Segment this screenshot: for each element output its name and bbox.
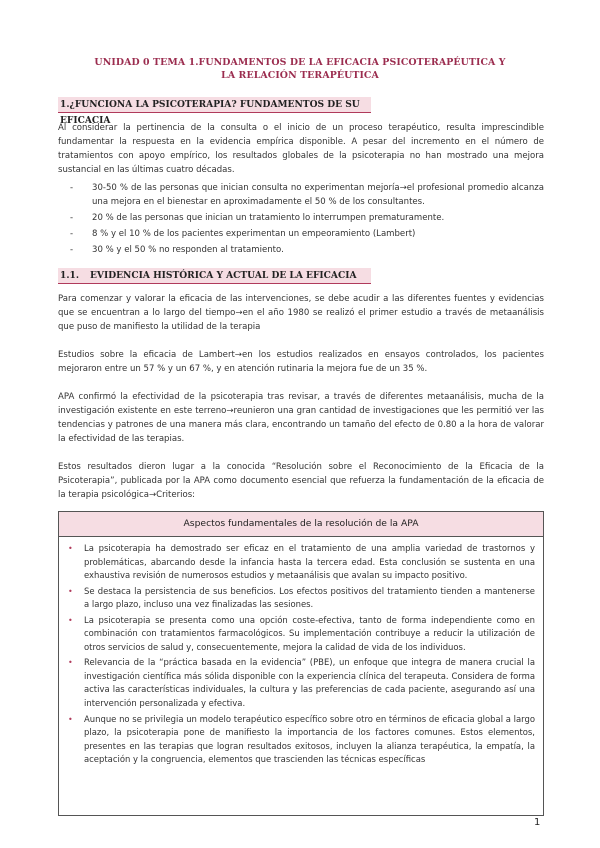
dash-bullet-icon: - <box>70 245 74 255</box>
bullet-dot-icon: • <box>68 615 73 625</box>
section-1-bullet-list <box>70 181 544 259</box>
section-1-1-paragraph-4: Estos resultados dieron lugar a la conocida “Resolución sobre el Reconocimiento de la Eficacia de la Psicoterapia”, publicada por la APA como documento esencial que refuerza la fundamentación de la eficacia de la terapia psicológica→Criterios: <box>58 462 544 500</box>
section-1-1-paragraph-2: Estudios sobre la eficacia de Lambert→en los estudios realizados en ensayos controlados, los pacientes mejoraron entre un 57 % y un 67 %, y en atención rutinaria la mejora fue de un 35 %. <box>58 350 544 374</box>
dash-bullet-icon: - <box>70 229 74 239</box>
section-1-heading <box>58 97 371 126</box>
apa-items-list <box>59 537 543 767</box>
list-item: • La psicoterapia se presenta como una opción coste-efectiva, tanto de forma independiente como en combinación con tratamientos farmacológicos. Su implementación contribuye a reducir la utilización de otros servicios de salud y, consecuentemente, mejora la calidad de vida de los individuos. <box>68 614 535 652</box>
section-1-1-heading <box>58 268 371 284</box>
list-item: • Aunque no se privilegia un modelo terapéutico específico sobre otro en términos de eficacia global a largo plazo, la psicoterapia pone de manifiesto la importancia de los factores comunes. Estos elementos, presentes en las terapias que logran resultados exitosos, incluyen la alianza terapéutica, la empatía, la aceptación y la congruencia, elementos que trascienden las técnicas específicas <box>68 713 535 765</box>
apa-table-header: Aspectos fundamentales de la resolución de la APA <box>59 512 543 537</box>
list-item: • La psicoterapia ha demostrado ser eficaz en el tratamiento de una amplia variedad de trastornos y problemáticas, abarcando desde la infancia hasta la tercera edad. Esta conclusión se sustenta en una exhaustiva revisión de numerosos estudios y metaanálisis que avalan su impacto positivo. <box>68 543 535 581</box>
dash-bullet-icon: - <box>70 183 74 193</box>
bullet-dot-icon: • <box>68 658 73 668</box>
section-1-heading-text: 1.¿FUNCIONA LA PSICOTERAPIA? FUNDAMENTOS DE SU EFICACIA <box>60 99 360 126</box>
list-item: - 30 % y el 50 % no responden al tratamiento. <box>70 245 284 255</box>
document-title: UNIDAD 0 TEMA 1.FUNDAMENTOS DE LA EFICACIA PSICOTERAPÉUTICA Y LA RELACIÓN TERAPÉUTICA <box>94 57 506 81</box>
section-1-1-paragraph-1: Para comenzar y valorar la eficacia de las intervenciones, se debe acudir a las diferentes fuentes y evidencias que se encuentran a lo largo del tiempo→en el año 1980 se realizó el primer estudio a través de metaanálisis que puso de manifiesto la utilidad de la terapia <box>58 294 544 332</box>
bullet-dot-icon: • <box>68 544 73 553</box>
list-item: - 8 % y el 10 % de los pacientes experimentan un empeoramiento (Lambert) <box>70 229 416 239</box>
section-1-1-paragraph-3: APA confirmó la efectividad de la psicoterapia tras revisar, a través de diferentes metaanálisis, mucha de la investigación existente en este terreno→reunieron una gran cantidad de investigaciones que les permitió ver las tendencias y patrones de una manera más clara, encontrando un tamaño del efecto de 0.80 a la hora de valorar la efectividad de las terapias. <box>58 392 544 444</box>
list-item: • Se destaca la persistencia de sus beneficios. Los efectos positivos del tratamiento tienden a mantenerse a largo plazo, incluso una vez finalizadas las sesiones. <box>68 585 535 610</box>
section-1-1-number: 1.1. <box>60 270 79 281</box>
bullet-dot-icon: • <box>68 714 73 724</box>
bullet-dot-icon: • <box>68 586 73 596</box>
list-item: - 20 % de las personas que inician un tratamiento lo interrumpen prematuramente. <box>70 213 445 223</box>
dash-bullet-icon: - <box>70 213 74 223</box>
apa-resolution-table <box>58 511 544 816</box>
page-number: 1 <box>534 817 541 828</box>
section-1-intro: Al considerar la pertinencia de la consulta o el inicio de un proceso terapéutico, resulta imprescindible fundamentar la respuesta en la evidencia empírica disponible. A pesar del incremento en el número de tratamientos con apoyo empírico, los resultados globales de la psicoterapia no han mostrado una mejora sustancial en las últimas cuatro décadas. <box>58 123 544 175</box>
list-item: • Relevancia de la “práctica basada en la evidencia” (PBE), un enfoque que integra de manera crucial la investigación científica más sólida disponible con la experiencia clínica del terapeuta. Considera de forma activa las características individuales, la cultura y las preferencias de cada paciente, asegurando así una intervención personalizada y efectiva. <box>68 657 535 709</box>
section-1-1-heading-text: EVIDENCIA HISTÓRICA Y ACTUAL DE LA EFICACIA <box>90 270 357 281</box>
list-item: - 30-50 % de las personas que inician consulta no experimentan mejoría→el profesional promedio alcanza una mejora en el bienestar en aproximadamente el 50 % de los consultantes. <box>70 183 544 207</box>
